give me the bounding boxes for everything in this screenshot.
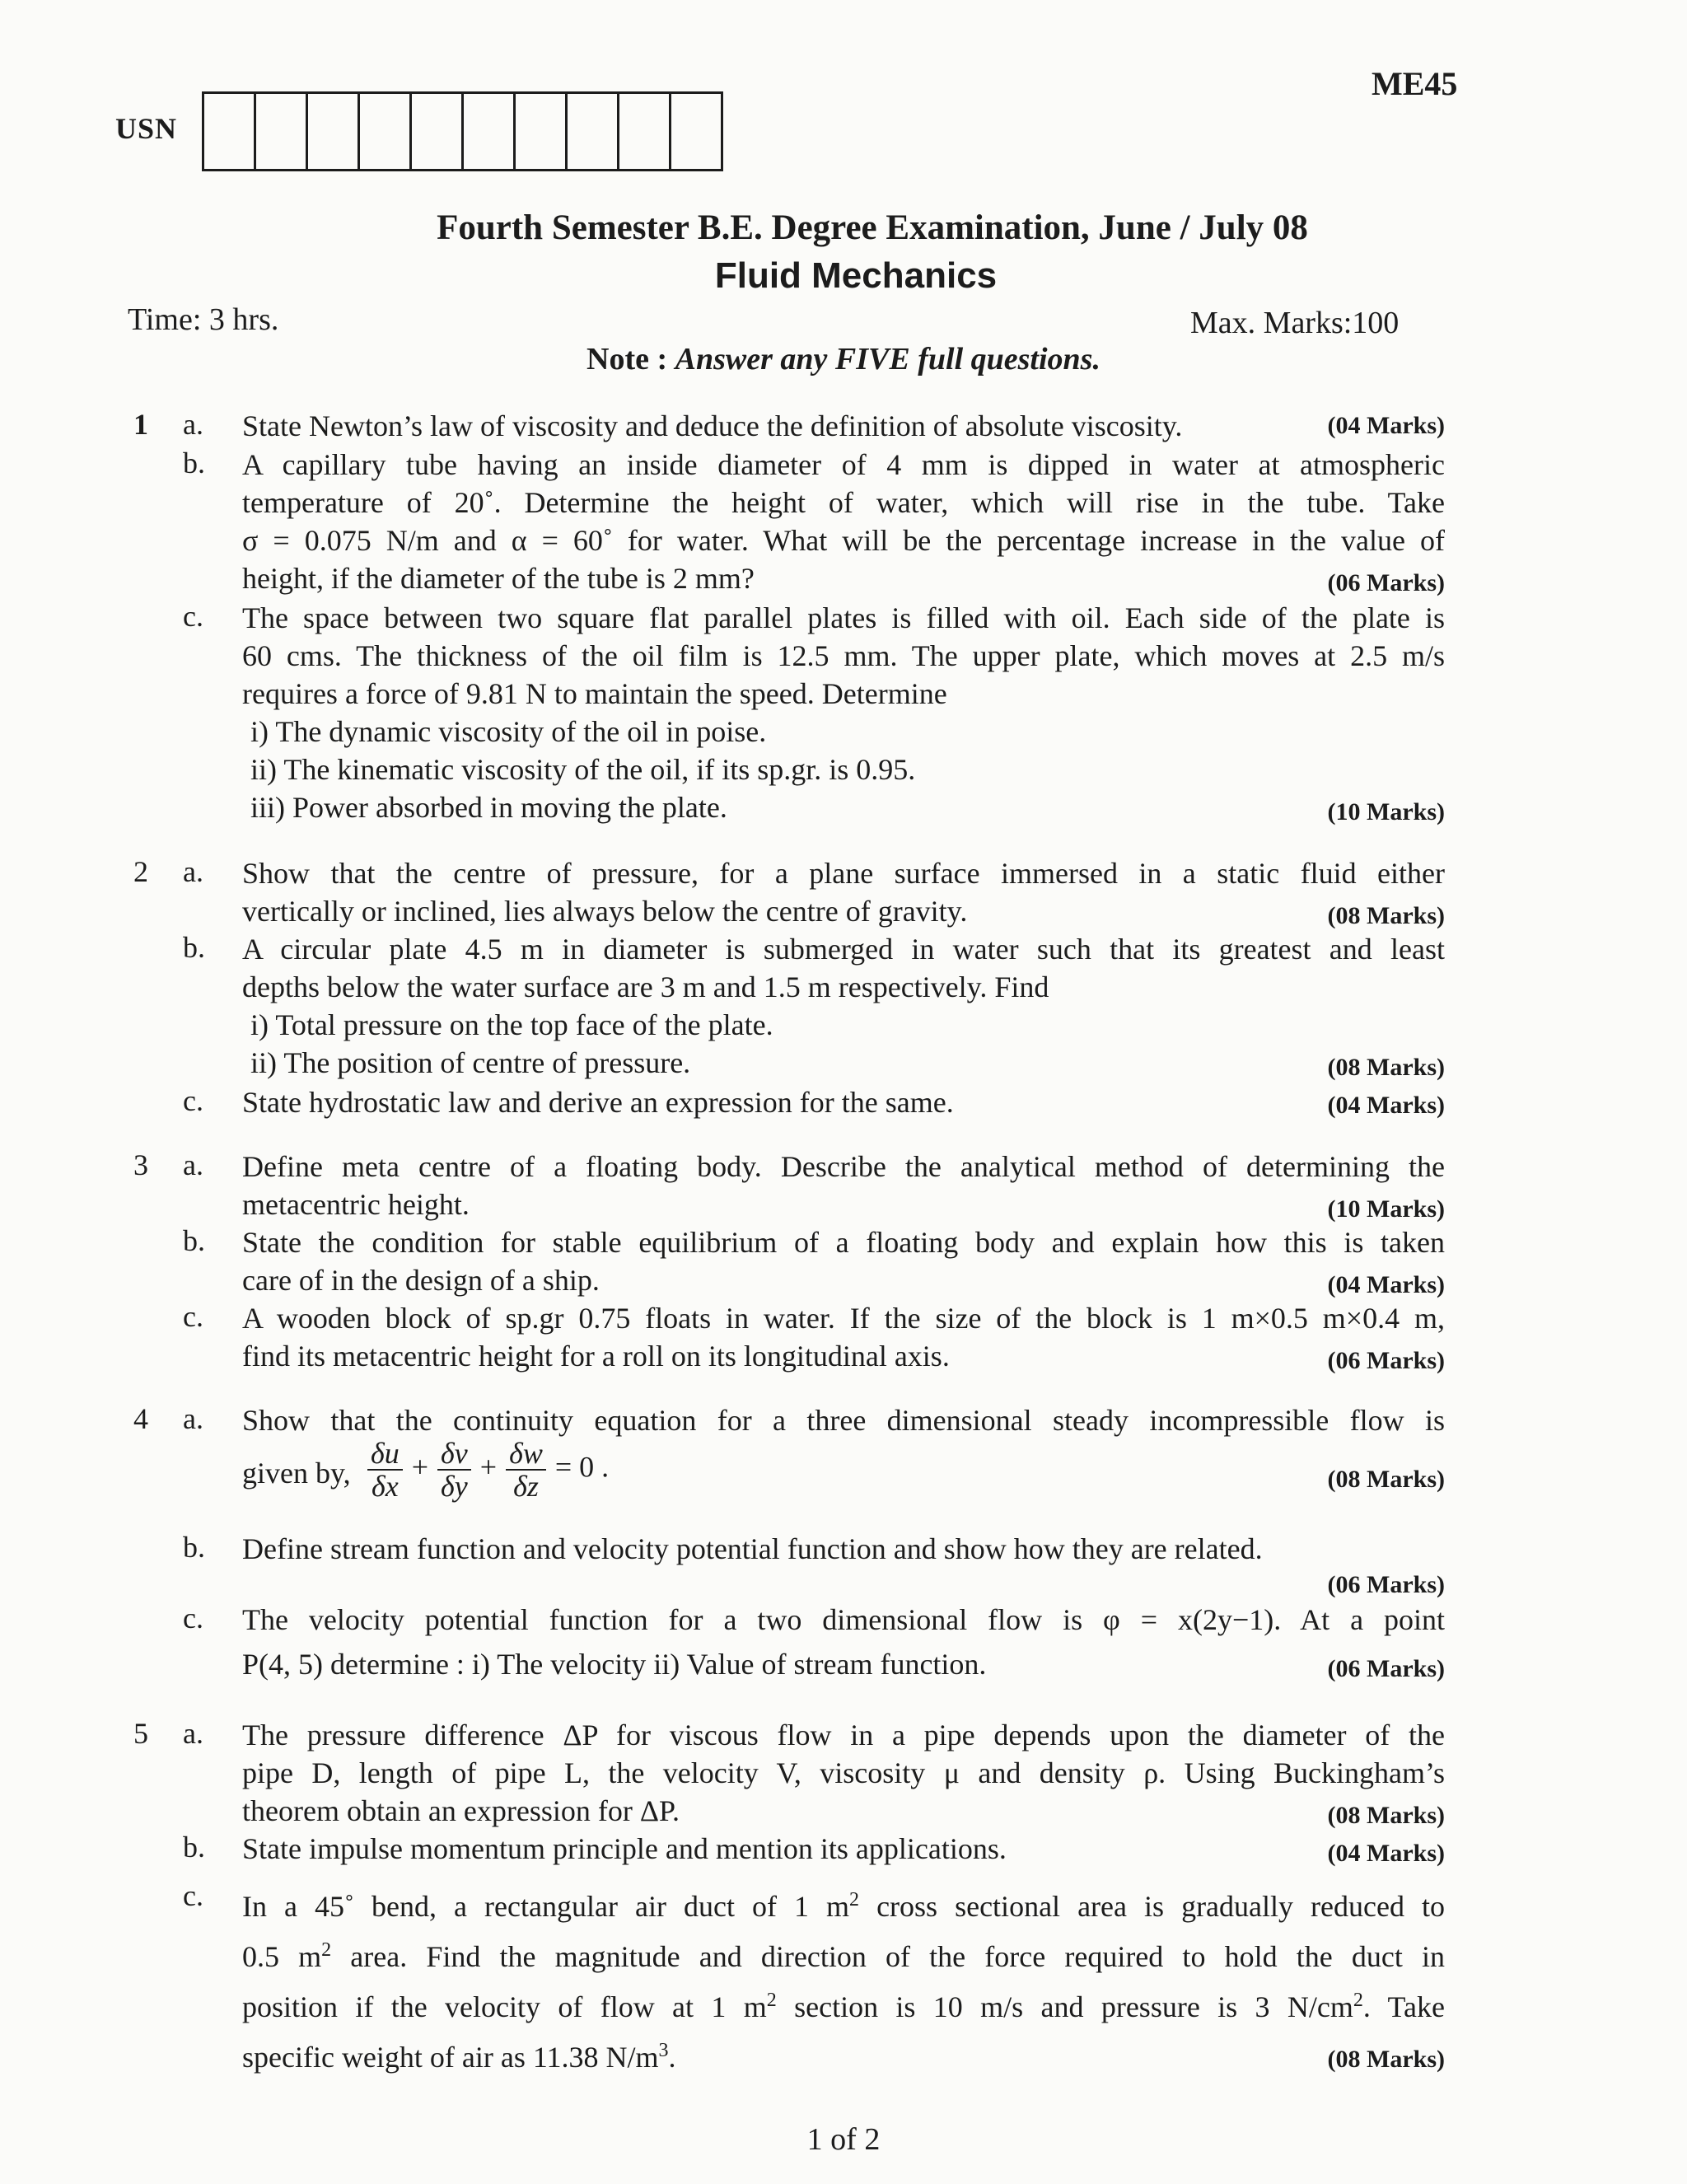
marks: (06 Marks) <box>1327 569 1445 596</box>
q5b-text: State impulse momentum principle and mention its applications. (04 Marks) <box>242 1830 1445 1868</box>
q1c-text: The space between two square flat parallel plates is filled with oil. Each side of the plate is 60 cms. The thickness of the oil film is 12.5 mm. The upper plate, which moves at 2.5 m/s requires a force of 9.81 N to maintain the speed. Determine i) The dynamic viscosity of the oil in poise. ii) The kinematic viscosity of the oil, if its sp.gr. is 0.95. iii) Power absorbed in moving the plate. (10 Marks) <box>242 599 1445 826</box>
note-text: Answer any FIVE full questions. <box>675 342 1101 376</box>
marks: (10 Marks) <box>1327 798 1445 825</box>
q5a-text: The pressure difference ΔP for viscous flow in a pipe depends upon the diameter of the pipe D, length of pipe L, the velocity V, viscosity μ and density ρ. Using Buckingham’s theorem obtain an expression for ΔP. (08 Marks) <box>242 1716 1445 1830</box>
exam-time: Time: 3 hrs. <box>128 302 279 337</box>
part-label: a. <box>183 855 203 888</box>
question-number: 5 <box>133 1717 148 1750</box>
subject-title: Fluid Mechanics <box>714 255 998 296</box>
part-label: c. <box>183 1084 203 1117</box>
part-label: c. <box>183 1879 203 1912</box>
usn-box[interactable] <box>412 94 464 169</box>
q3a-text: Define meta centre of a floating body. Describe the analytical method of determining the metacentric height. (10 Marks) <box>242 1148 1445 1223</box>
part-label: c. <box>183 1300 203 1333</box>
usn-boxes <box>202 91 723 171</box>
usn-box[interactable] <box>619 94 671 169</box>
q2a-text: Show that the centre of pressure, for a plane surface immersed in a static fluid either vertically or inclined, lies always below the centre of gravity. (08 Marks) <box>242 854 1445 930</box>
max-marks: Max. Marks:100 <box>1190 306 1400 340</box>
usn-box[interactable] <box>360 94 412 169</box>
part-label: a. <box>183 408 203 441</box>
part-label: c. <box>183 600 203 633</box>
usn-box[interactable] <box>464 94 516 169</box>
continuity-equation: given by, $\frac{\delta u}{\delta x}$ + $\frac{\delta v}{\delta y}$ + $\frac{\delta w}{\delta z}$ = 0 . (08 Marks) <box>242 1437 1445 1503</box>
part-label: b. <box>183 1224 205 1257</box>
q4b-text: Define stream function and velocity potential function and show how they are related. (06 Marks) <box>242 1530 1445 1601</box>
q2c-text: State hydrostatic law and derive an expression for the same. (04 Marks) <box>242 1083 1445 1121</box>
usn-box[interactable] <box>204 94 256 169</box>
marks: (04 Marks) <box>1327 412 1445 439</box>
q1a-text: State Newton’s law of viscosity and deduce the definition of absolute viscosity. (04 Marks) <box>242 407 1445 445</box>
marks: (04 Marks) <box>1327 1840 1445 1867</box>
q4a-text: Show that the continuity equation for a three dimensional steady incompressible flow is given by, $\frac{\delta u}{\delta x}$ + $\frac{\delta v}{\delta y}$ + $\frac{\delta w}{\delta z}$ = 0 . (08 Marks) <box>242 1404 1445 1503</box>
part-label: b. <box>183 931 205 964</box>
part-label: b. <box>183 447 205 479</box>
usn-box[interactable] <box>568 94 619 169</box>
q5c-text: In a 45˚ bend, a rectangular air duct of 1 $m^2$ cross sectional area is gradually reduced to 0.5 $m^2$ area. Find the magnitude and direction of the force required to hold the duct in position if the velocity of flow at 1 $m^2$ section is 10 m/s and pressure is 3 $N/cm^2$. Take specific weight of air as 11.38 $N/m^3$. (08 Marks) <box>242 1878 1445 2079</box>
question-number: 4 <box>133 1402 148 1435</box>
q3c-text: A wooden block of sp.gr 0.75 floats in water. If the size of the block is 1 m×0.5 m×0.4 m, find its metacentric height for a roll on its longitudinal axis. (06 Marks) <box>242 1299 1445 1375</box>
marks: (08 Marks) <box>1327 902 1445 929</box>
note-prefix: Note : <box>586 342 668 376</box>
exam-title: Fourth Semester B.E. Degree Examination, June / July 08 <box>437 208 1308 247</box>
part-label: b. <box>183 1831 205 1864</box>
usn-label: USN <box>115 112 178 145</box>
marks: (08 Marks) <box>1327 1466 1445 1493</box>
part-label: c. <box>183 1602 203 1634</box>
marks: (06 Marks) <box>1327 1655 1445 1682</box>
marks: (10 Marks) <box>1327 1195 1445 1223</box>
usn-box[interactable] <box>256 94 308 169</box>
usn-box[interactable] <box>516 94 568 169</box>
marks: (06 Marks) <box>1327 1347 1445 1374</box>
usn-box[interactable] <box>308 94 360 169</box>
paper-code: ME45 <box>1372 65 1458 102</box>
usn-box[interactable] <box>671 94 721 169</box>
question-number: 1 <box>133 408 148 441</box>
marks: (04 Marks) <box>1327 1271 1445 1298</box>
part-label: a. <box>183 1402 203 1435</box>
marks: (08 Marks) <box>1327 2046 1445 2073</box>
part-label: a. <box>183 1148 203 1181</box>
page-number: 1 of 2 <box>806 2122 881 2157</box>
part-label: a. <box>183 1717 203 1750</box>
part-label: b. <box>183 1531 205 1564</box>
q4c-text: The velocity potential function for a two dimensional flow is φ = x(2y−1). At a point P(4, 5) determine : i) The velocity ii) Value of stream function. (06 Marks) <box>242 1601 1445 1683</box>
question-number: 3 <box>133 1148 148 1181</box>
q2b-text: A circular plate 4.5 m in diameter is submerged in water such that its greatest and least depths below the water surface are 3 m and 1.5 m respectively. Find i) Total pressure on the top face of the plate. ii) The position of centre of pressure. (08 Marks) <box>242 930 1445 1082</box>
marks: (08 Marks) <box>1327 1054 1445 1081</box>
exam-note <box>0 341 1687 377</box>
q3b-text: State the condition for stable equilibrium of a floating body and explain how this is taken care of in the design of a ship. (04 Marks) <box>242 1223 1445 1299</box>
marks: (06 Marks) <box>1327 1571 1445 1598</box>
marks: (08 Marks) <box>1327 1802 1445 1829</box>
question-number: 2 <box>133 855 148 888</box>
marks: (04 Marks) <box>1327 1092 1445 1119</box>
q1b-text: A capillary tube having an inside diameter of 4 mm is dipped in water at atmospheric temperature of 20˚. Determine the height of water, which will rise in the tube. Take σ = 0.075 N/m and α = 60˚ for water. What will be the percentage increase in the value of height, if the diameter of the tube is 2 mm? (06 Marks) <box>242 446 1445 597</box>
